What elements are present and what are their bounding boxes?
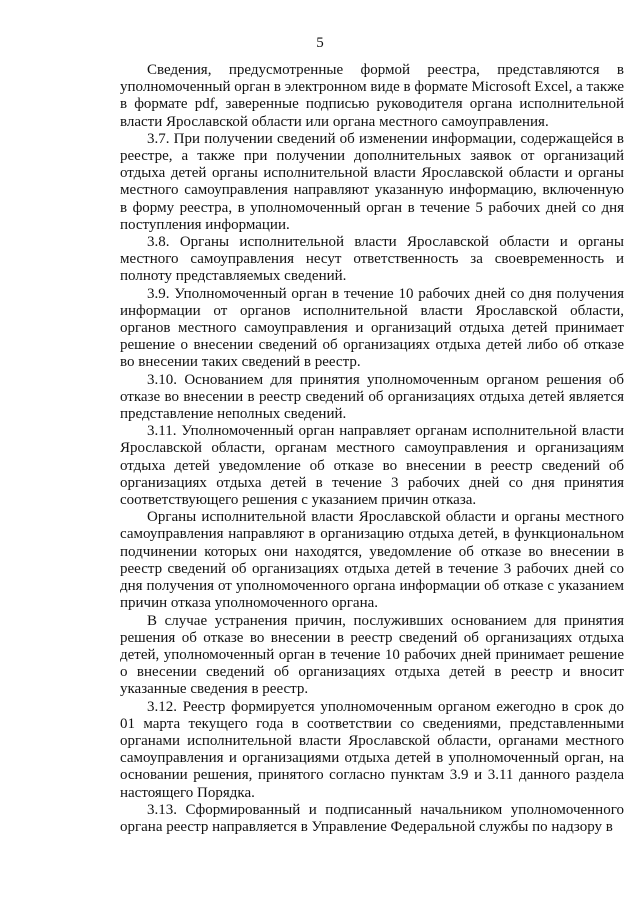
paragraph: 3.8. Органы исполнительной власти Ярославской области и органы местного самоуправления несут ответственность за своевременность и полноту представляемых сведений. — [120, 234, 624, 285]
paragraph: В случае устранения причин, послуживших основанием для принятия решения об отказе во внесении в реестр сведений об организациях отдыха детей, уполномоченный орган в течение 10 рабочих дней принимает решение о внесении сведений об организациях отдыха детей в реестр и вносит указанные сведения в реестр. — [120, 612, 624, 698]
paragraph: Сведения, предусмотренные формой реестра, представляются в уполномоченный орган в электронном виде в формате Microsoft Excel, а также в формате pdf, заверенные подписью руководителя органа исполнительной власти Ярославской области или органа местного самоуправления. — [120, 62, 624, 130]
paragraph: 3.12. Реестр формируется уполномоченным органом ежегодно в срок до 01 марта текущего года в соответствии со сведениями, представленными органами исполнительной власти Ярославской области, органами местного самоуправления и организациями отдыха детей в уполномоченный орган, на основании решения, принятого согласно пунктам 3.9 и 3.11 данного раздела настоящего Порядка. — [120, 698, 624, 801]
paragraph: 3.11. Уполномоченный орган направляет органам исполнительной власти Ярославской области, органам местного самоуправления и организациям отдыха детей уведомление об отказе во внесении в реестр сведений об организациях отдыха детей в течение 3 рабочих дней со дня принятия соответствующего решения с указанием причин отказа. — [120, 423, 624, 509]
document-body — [120, 62, 624, 836]
paragraph: 3.13. Сформированный и подписанный начальником уполномоченного органа реестр направляется в Управление Федеральной службы по надзору в — [120, 801, 624, 835]
paragraph: 3.9. Уполномоченный орган в течение 10 рабочих дней со дня получения информации от органов исполнительной власти Ярославской области, органов местного самоуправления и организаций отдыха детей принимает решение о внесении сведений об организациях отдыха детей либо об отказе во внесении таких сведений в реестр. — [120, 285, 624, 371]
paragraph: 3.10. Основанием для принятия уполномоченным органом решения об отказе во внесении в реестр сведений об организациях отдыха детей является представление неполных сведений. — [120, 371, 624, 423]
paragraph: 3.7. При получении сведений об изменении информации, содержащейся в реестре, а также при получении дополнительных заявок от организаций отдыха детей органы исполнительной власти Ярославской области и органы местного самоуправления направляют указанную информацию, включенную в форму реестра, в уполномоченный орган в течение 5 рабочих дней со дня поступления информации. — [120, 130, 624, 233]
paragraph: Органы исполнительной власти Ярославской области и органы местного самоуправления направляют в организацию отдыха детей, в функциональном подчинении которых они находятся, уведомление об отказе во внесении в реестр сведений об организациях отдыха детей в течение 3 рабочих дней со дня получения от уполномоченного органа информации об отказе с указанием причин отказа уполномоченного органа. — [120, 509, 624, 612]
page-number: 5 — [316, 35, 324, 51]
